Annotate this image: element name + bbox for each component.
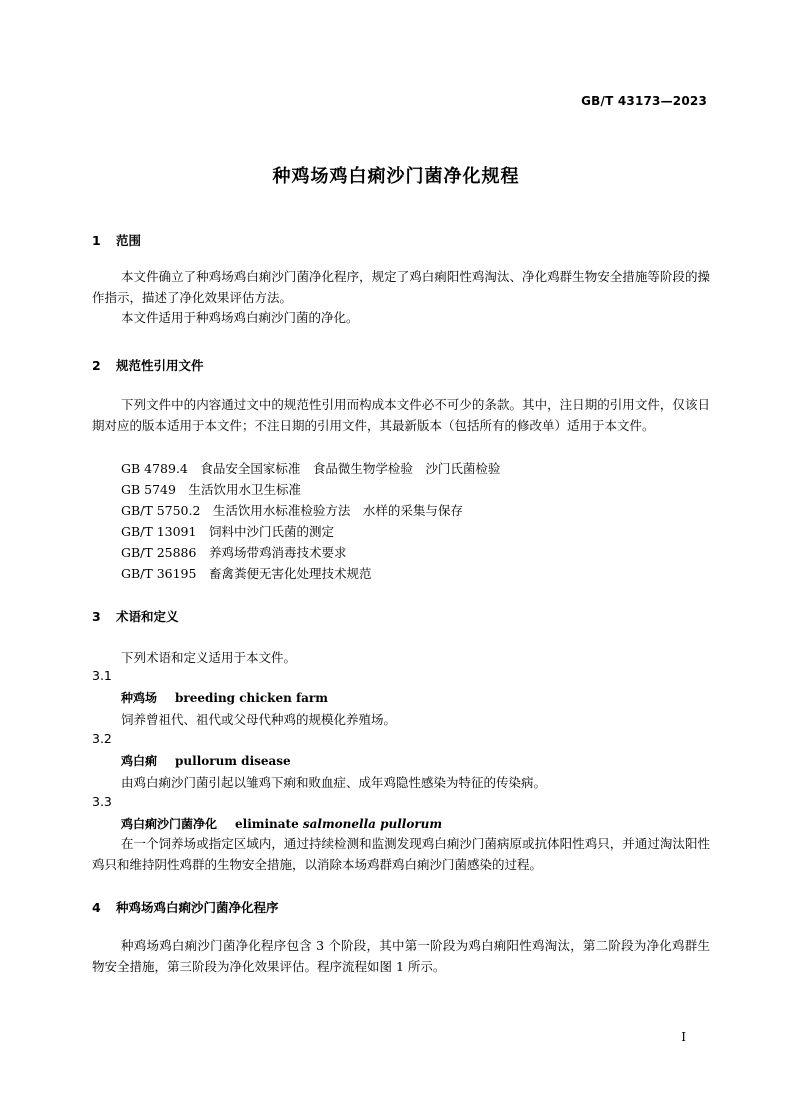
- section-4-body: [92, 936, 710, 977]
- reference-item: GB/T 13091 饲料中沙门氏菌的测定: [121, 524, 334, 539]
- section-title: 术语和定义: [116, 609, 179, 624]
- reference-item: GB 4789.4 食品安全国家标准 食品微生物学检验 沙门氏菌检验: [121, 461, 501, 476]
- term-definition: 由鸡白痢沙门菌引起以雏鸡下痢和败血症、成年鸡隐性感染为特征的传染病。: [121, 775, 547, 790]
- section-4-heading: [92, 898, 279, 916]
- section-3-heading: [92, 607, 179, 625]
- term-number: 3.1: [92, 668, 112, 683]
- paragraph: 下列文件中的内容通过文中的规范性引用而构成本文件必不可少的条款。其中，注日期的引用文件，仅该日期对应的版本适用于本文件；不注日期的引用文件，其最新版本（包括所有的修改单）适用于本文件。: [92, 397, 710, 433]
- section-title: 规范性引用文件: [116, 358, 204, 373]
- term-entry: [121, 752, 291, 769]
- standard-number: GB/T 43173—2023: [581, 94, 707, 108]
- paragraph: 种鸡场鸡白痢沙门菌净化程序包含 3 个阶段，其中第一阶段为鸡白痢阳性鸡淘汰，第二阶段为净化鸡群生物安全措施，第三阶段为净化效果评估。程序流程如图 1 所示。: [92, 938, 710, 974]
- reference-item: GB/T 36195 畜禽粪便无害化处理技术规范: [121, 566, 372, 581]
- term-cn: 鸡白痢沙门菌净化: [121, 817, 218, 831]
- section-number: 1: [92, 233, 101, 248]
- term-number: 3.3: [92, 794, 112, 809]
- term-en-prefix: eliminate: [235, 817, 299, 831]
- section-number: 2: [92, 358, 101, 373]
- terms-intro: 下列术语和定义适用于本文件。: [121, 650, 297, 665]
- term-en: breeding chicken farm: [175, 691, 328, 705]
- term-cn: 种鸡场: [121, 691, 158, 705]
- reference-item: GB/T 5750.2 生活饮用水标准检验方法 水样的采集与保存: [121, 503, 463, 518]
- section-number: 4: [92, 900, 101, 915]
- term-number: 3.2: [92, 731, 112, 746]
- paragraph: 本文件适用于种鸡场鸡白痢沙门菌的净化。: [121, 310, 359, 325]
- term-en: pullorum disease: [175, 754, 291, 768]
- term-en-italic: salmonella pullorum: [302, 817, 443, 831]
- document-title: 种鸡场鸡白痢沙门菌净化规程: [272, 166, 520, 187]
- page-number: I: [681, 1030, 686, 1044]
- term-definition: 饲养曾祖代、祖代或父母代种鸡的规模化养殖场。: [121, 712, 397, 727]
- section-2-heading: [92, 356, 204, 374]
- term-cn: 鸡白痢: [121, 754, 158, 768]
- section-title: 种鸡场鸡白痢沙门菌净化程序: [116, 900, 279, 915]
- term-entry: [121, 815, 442, 832]
- term-en: [235, 817, 442, 831]
- section-2-body: [92, 395, 710, 436]
- term-entry: [121, 689, 328, 706]
- section-1-body: [92, 267, 710, 329]
- reference-item: GB 5749 生活饮用水卫生标准: [121, 482, 301, 497]
- term-definition: [92, 834, 710, 875]
- section-title: 范围: [116, 233, 142, 248]
- paragraph: 在一个饲养场或指定区域内，通过持续检测和监测发现鸡白痢沙门菌病原或抗体阳性鸡只，并通过淘汰阳性鸡只和维持阴性鸡群的生物安全措施，以消除本场鸡群鸡白痢沙门菌感染的过程。: [92, 836, 710, 872]
- reference-item: GB/T 25886 养鸡场带鸡消毒技术要求: [121, 545, 347, 560]
- paragraph: 本文件确立了种鸡场鸡白痢沙门菌净化程序，规定了鸡白痢阳性鸡淘汰、净化鸡群生物安全措施等阶段的操作指示，描述了净化效果评估方法。: [92, 269, 710, 305]
- section-number: 3: [92, 609, 101, 624]
- section-1-heading: [92, 231, 141, 249]
